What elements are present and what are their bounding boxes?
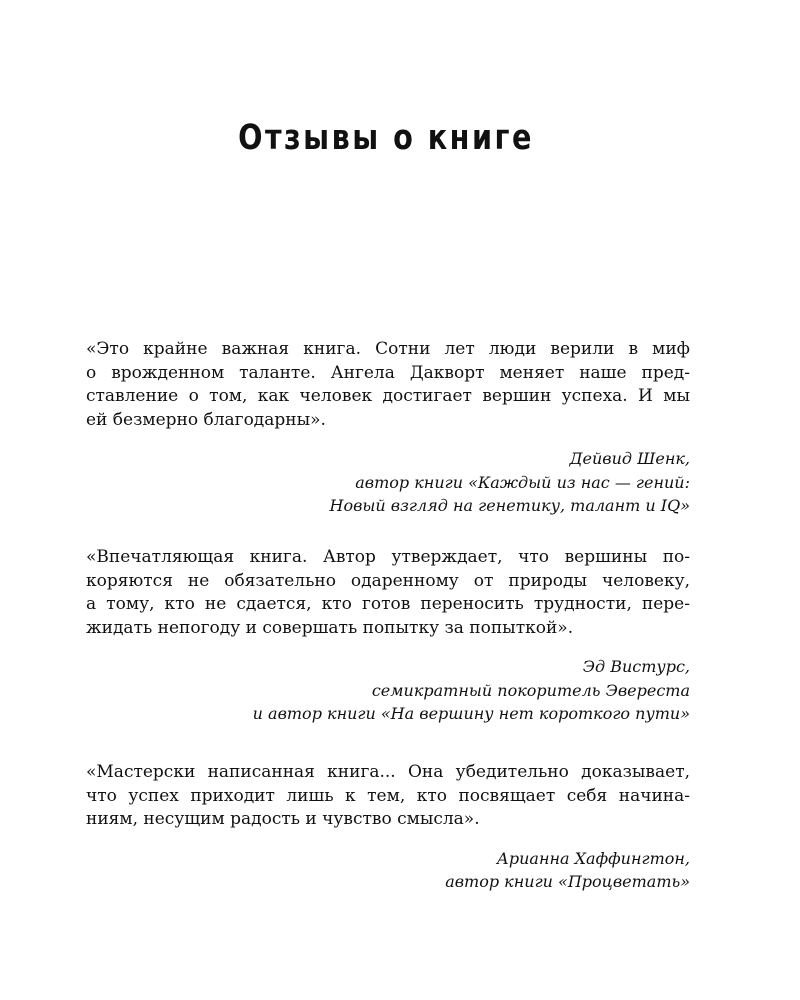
author-credit: Новый взгляд на генетику, талант и IQ»: [329, 496, 690, 515]
review-1: [86, 338, 690, 518]
quote-line: ставление о том, как человек достигает вершин успеха. И мы: [86, 386, 690, 406]
review-quote: [86, 546, 690, 640]
author-credit: семикратный покоритель Эвереста: [371, 680, 690, 700]
page-title: Отзывы о книге: [238, 118, 534, 158]
quote-line: а тому, кто не сдается, кто готов переносить трудности, пере-: [86, 594, 690, 614]
review-quote: [86, 338, 690, 432]
author-credit: автор книги «Процветать»: [445, 872, 690, 891]
review-attribution: [86, 847, 690, 894]
review-attribution: [86, 655, 690, 726]
quote-line: «Это крайне важная книга. Сотни лет люди верили в миф: [86, 339, 690, 359]
author-name: Дейвид Шенк,: [569, 449, 690, 468]
review-attribution: [86, 447, 690, 518]
quote-line: «Впечатляющая книга. Автор утверждает, что вершины по-: [86, 547, 690, 567]
author-credit: автор книги «Каждый из нас — гений:: [355, 472, 690, 492]
author-name: Арианна Хаффингтон,: [496, 848, 690, 868]
review-2: [86, 546, 690, 726]
author-name: Эд Вистурс,: [582, 657, 690, 676]
quote-line: о врожденном таланте. Ангела Дакворт меняет наше пред-: [86, 362, 690, 383]
quote-line: ниям, несущим радость и чувство смысла».: [86, 809, 480, 829]
quote-line: что успех приходит лишь к тем, кто посвящает себя начина-: [86, 785, 690, 806]
quote-line: «Мастерски написанная книга... Она убедительно доказывает,: [86, 762, 690, 782]
quote-line: коряются не обязательно одаренному от природы человеку,: [86, 570, 690, 591]
author-credit: и автор книги «На вершину нет короткого пути»: [252, 704, 690, 723]
quote-line: жидать непогоду и совершать попытку за попыткой».: [86, 617, 574, 638]
review-3: [86, 761, 690, 894]
review-quote: [86, 761, 690, 832]
quote-line: ей безмерно благодарны».: [86, 409, 326, 430]
